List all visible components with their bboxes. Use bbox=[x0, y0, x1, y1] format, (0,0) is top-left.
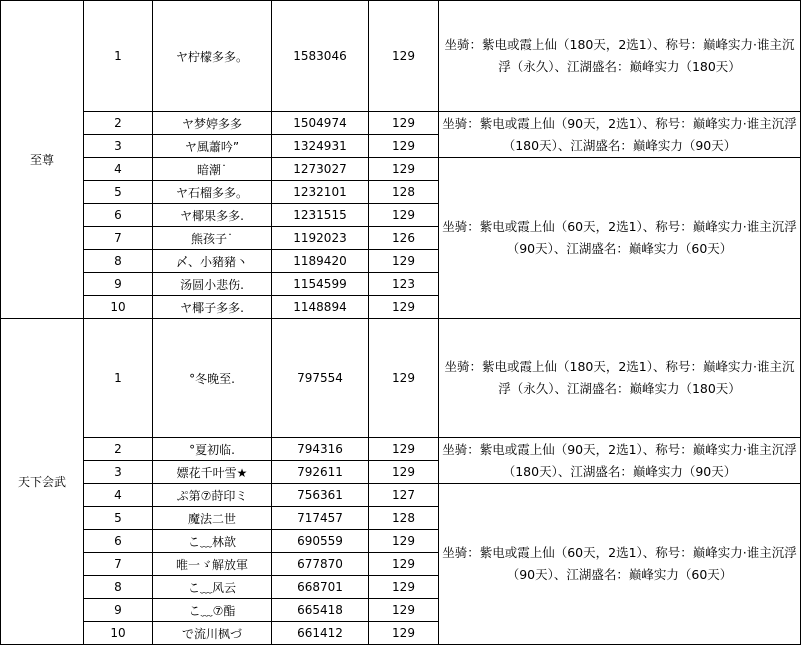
level-cell: 129 bbox=[369, 204, 439, 227]
level-cell: 129 bbox=[369, 530, 439, 553]
rank-cell: 8 bbox=[84, 250, 153, 273]
level-cell: 129 bbox=[369, 599, 439, 622]
rank-cell: 5 bbox=[84, 507, 153, 530]
rank-cell: 2 bbox=[84, 438, 153, 461]
rank-cell: 8 bbox=[84, 576, 153, 599]
score-cell: 1189420 bbox=[272, 250, 369, 273]
rank-cell: 6 bbox=[84, 530, 153, 553]
rank-cell: 9 bbox=[84, 273, 153, 296]
level-cell: 129 bbox=[369, 112, 439, 135]
name-cell: ヤ石榴多多。 bbox=[153, 181, 272, 204]
rank-cell: 4 bbox=[84, 484, 153, 507]
name-cell: こ﹏风云 bbox=[153, 576, 272, 599]
score-cell: 1148894 bbox=[272, 296, 369, 319]
score-cell: 1154599 bbox=[272, 273, 369, 296]
name-cell: 嫖花千叶雪★ bbox=[153, 461, 272, 484]
score-cell: 1273027 bbox=[272, 158, 369, 181]
score-cell: 797554 bbox=[272, 319, 369, 438]
name-cell: °冬晚至. bbox=[153, 319, 272, 438]
score-cell: 1583046 bbox=[272, 1, 369, 112]
score-cell: 1192023 bbox=[272, 227, 369, 250]
name-cell: °夏初临. bbox=[153, 438, 272, 461]
name-cell: 唯一ゞ解放軍 bbox=[153, 553, 272, 576]
rank-cell: 4 bbox=[84, 158, 153, 181]
level-cell: 126 bbox=[369, 227, 439, 250]
rank-cell: 3 bbox=[84, 461, 153, 484]
level-cell: 128 bbox=[369, 507, 439, 530]
table-row bbox=[1, 438, 801, 461]
score-cell: 1324931 bbox=[272, 135, 369, 158]
ranking-table-body bbox=[1, 1, 801, 645]
name-cell: ヤ椰果多多. bbox=[153, 204, 272, 227]
name-cell: ヤ風蕭吟” bbox=[153, 135, 272, 158]
rank-cell: 10 bbox=[84, 296, 153, 319]
level-cell: 127 bbox=[369, 484, 439, 507]
level-cell: 129 bbox=[369, 158, 439, 181]
level-cell: 129 bbox=[369, 438, 439, 461]
level-cell: 128 bbox=[369, 181, 439, 204]
name-cell: 暗潮˙ bbox=[153, 158, 272, 181]
level-cell: 129 bbox=[369, 250, 439, 273]
level-cell: 129 bbox=[369, 461, 439, 484]
score-cell: 677870 bbox=[272, 553, 369, 576]
score-cell: 1232101 bbox=[272, 181, 369, 204]
level-cell: 129 bbox=[369, 553, 439, 576]
score-cell: 717457 bbox=[272, 507, 369, 530]
level-cell: 129 bbox=[369, 296, 439, 319]
score-cell: 1504974 bbox=[272, 112, 369, 135]
name-cell: 〆、小豬豬丶 bbox=[153, 250, 272, 273]
table-row bbox=[1, 158, 801, 181]
score-cell: 665418 bbox=[272, 599, 369, 622]
table-row bbox=[1, 319, 801, 438]
name-cell: 魔法二世 bbox=[153, 507, 272, 530]
level-cell: 123 bbox=[369, 273, 439, 296]
level-cell: 129 bbox=[369, 135, 439, 158]
level-cell: 129 bbox=[369, 576, 439, 599]
name-cell: こ﹏林歆 bbox=[153, 530, 272, 553]
name-cell: ぷ第⑦莳印ミ bbox=[153, 484, 272, 507]
score-cell: 792611 bbox=[272, 461, 369, 484]
name-cell: 熊孩子˙ bbox=[153, 227, 272, 250]
rank-cell: 3 bbox=[84, 135, 153, 158]
name-cell: ヤ柠檬多多。 bbox=[153, 1, 272, 112]
table-row bbox=[1, 484, 801, 507]
score-cell: 756361 bbox=[272, 484, 369, 507]
table-row bbox=[1, 1, 801, 112]
name-cell: ヤ椰子多多. bbox=[153, 296, 272, 319]
group-name-cell: 至尊 bbox=[1, 1, 84, 319]
rank-cell: 7 bbox=[84, 553, 153, 576]
reward-cell: 坐骑：紫电或霞上仙（180天，2选1）、称号：巅峰实力·谁主沉浮（永久）、江湖盛名：巅峰实力（180天） bbox=[439, 319, 801, 438]
name-cell: ヤ梦婷多多 bbox=[153, 112, 272, 135]
reward-cell: 坐骑：紫电或霞上仙（180天，2选1）、称号：巅峰实力·谁主沉浮（永久）、江湖盛名：巅峰实力（180天） bbox=[439, 1, 801, 112]
score-cell: 794316 bbox=[272, 438, 369, 461]
rank-cell: 1 bbox=[84, 319, 153, 438]
level-cell: 129 bbox=[369, 319, 439, 438]
name-cell: こ﹏⑦酯 bbox=[153, 599, 272, 622]
level-cell: 129 bbox=[369, 622, 439, 645]
rank-cell: 5 bbox=[84, 181, 153, 204]
reward-cell: 坐骑：紫电或霞上仙（90天，2选1）、称号：巅峰实力·谁主沉浮（180天）、江湖盛名：巅峰实力（90天） bbox=[439, 438, 801, 484]
rank-cell: 6 bbox=[84, 204, 153, 227]
score-cell: 1231515 bbox=[272, 204, 369, 227]
name-cell: で流川枫づ bbox=[153, 622, 272, 645]
table-row bbox=[1, 112, 801, 135]
score-cell: 661412 bbox=[272, 622, 369, 645]
group-name-cell: 天下会武 bbox=[1, 319, 84, 645]
score-cell: 690559 bbox=[272, 530, 369, 553]
level-cell: 129 bbox=[369, 1, 439, 112]
rank-cell: 10 bbox=[84, 622, 153, 645]
score-cell: 668701 bbox=[272, 576, 369, 599]
rank-cell: 2 bbox=[84, 112, 153, 135]
reward-cell: 坐骑：紫电或霞上仙（60天，2选1）、称号：巅峰实力·谁主沉浮（90天）、江湖盛名：巅峰实力（60天） bbox=[439, 484, 801, 645]
reward-cell: 坐骑：紫电或霞上仙（90天，2选1）、称号：巅峰实力·谁主沉浮（180天）、江湖盛名：巅峰实力（90天） bbox=[439, 112, 801, 158]
name-cell: 汤圆小悲伤. bbox=[153, 273, 272, 296]
rank-cell: 1 bbox=[84, 1, 153, 112]
rank-cell: 9 bbox=[84, 599, 153, 622]
reward-cell: 坐骑：紫电或霞上仙（60天，2选1）、称号：巅峰实力·谁主沉浮（90天）、江湖盛名：巅峰实力（60天） bbox=[439, 158, 801, 319]
rank-cell: 7 bbox=[84, 227, 153, 250]
